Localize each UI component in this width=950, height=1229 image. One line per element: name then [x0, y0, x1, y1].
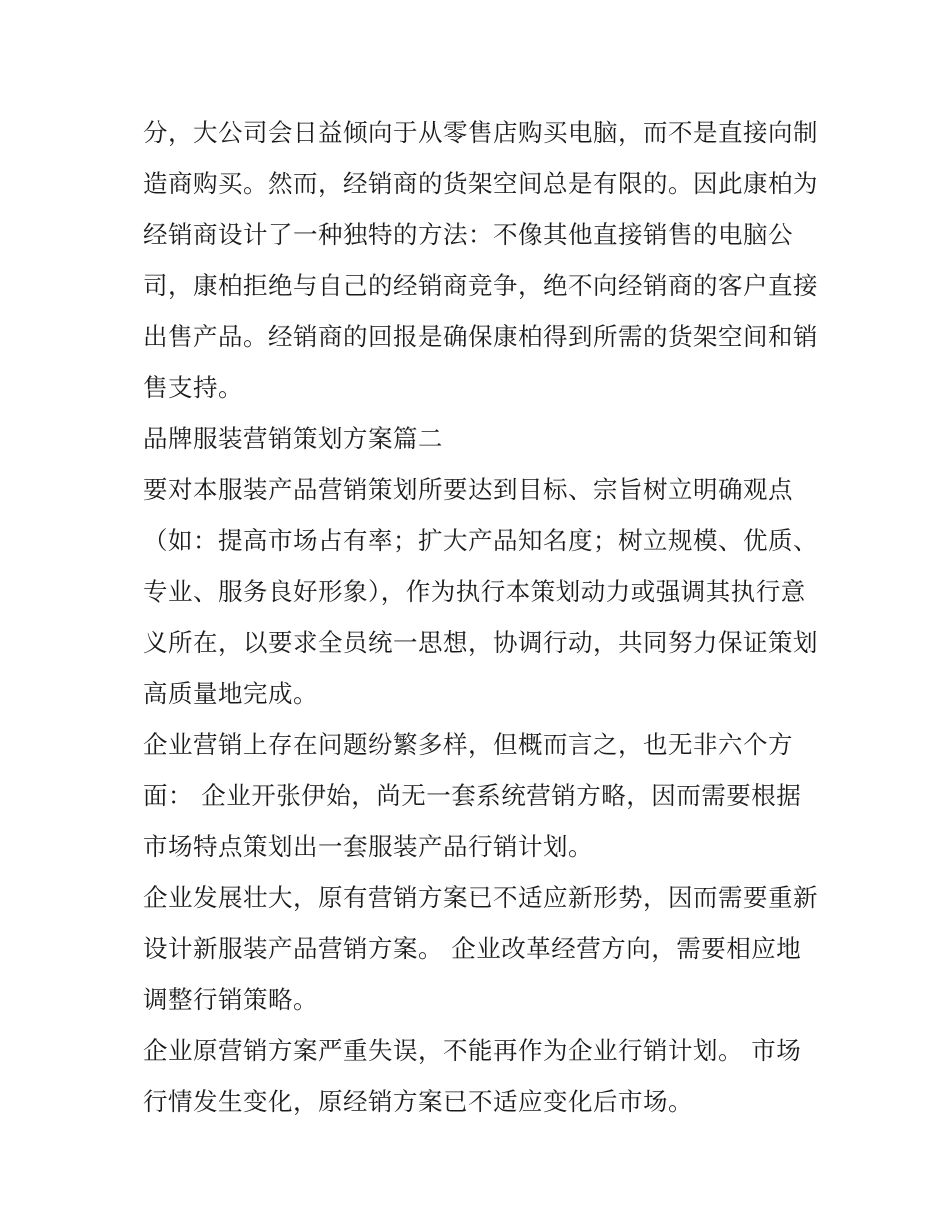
heading-line: 品牌服装营销策划方案篇二 [143, 424, 443, 453]
text-line: 企业原营销方案严重失误，不能再作为企业行销计划。 市场 [143, 1036, 802, 1065]
document-body [143, 107, 823, 1127]
text-line: 出售产品。经销商的回报是确保康柏得到所需的货架空间和销 [143, 322, 818, 351]
paragraph-enterprise-growth [143, 872, 823, 1025]
text-line: 高质量地完成。 [143, 679, 318, 708]
text-line: 分，大公司会日益倾向于从零售店购买电脑，而不是直接向制 [143, 118, 818, 147]
text-line: 司，康柏拒绝与自己的经销商竞争，绝不向经销商的客户直接 [143, 271, 818, 300]
text-line: （如：提高市场占有率；扩大产品知名度；树立规模、优质、 [143, 526, 818, 555]
paragraph-marketing-problems [143, 719, 823, 872]
text-line: 义所在，以要求全员统一思想，协调行动，共同努力保证策划 [143, 628, 818, 657]
text-line: 造商购买。然而，经销商的货架空间总是有限的。因此康柏为 [143, 169, 818, 198]
text-line: 专业、服务良好形象），作为执行本策划动力或强调其执行意 [143, 577, 806, 606]
text-line: 调整行销策略。 [143, 985, 318, 1014]
text-line: 企业营销上存在问题纷繁多样，但概而言之，也无非六个方 [143, 730, 793, 759]
paragraph-plan-failure [143, 1025, 823, 1127]
paragraph-compaq-dealers [143, 107, 823, 413]
text-line: 行情发生变化，原经销方案已不适应变化后市场。 [143, 1087, 693, 1116]
text-line: 经销商设计了一种独特的方法：不像其他直接销售的电脑公 [143, 220, 793, 249]
text-line: 设计新服装产品营销方案。 企业改革经营方向，需要相应地 [143, 934, 802, 963]
section-heading [143, 413, 823, 464]
text-line: 市场特点策划出一套服装产品行销计划。 [143, 832, 593, 861]
text-line: 要对本服装产品营销策划所要达到目标、宗旨树立明确观点 [143, 475, 793, 504]
text-line: 企业发展壮大，原有营销方案已不适应新形势，因而需要重新 [143, 883, 818, 912]
paragraph-planning-goals [143, 464, 823, 719]
text-line: 面： 企业开张伊始，尚无一套系统营销方略，因而需要根据 [143, 781, 802, 810]
text-line: 售支持。 [143, 373, 243, 402]
